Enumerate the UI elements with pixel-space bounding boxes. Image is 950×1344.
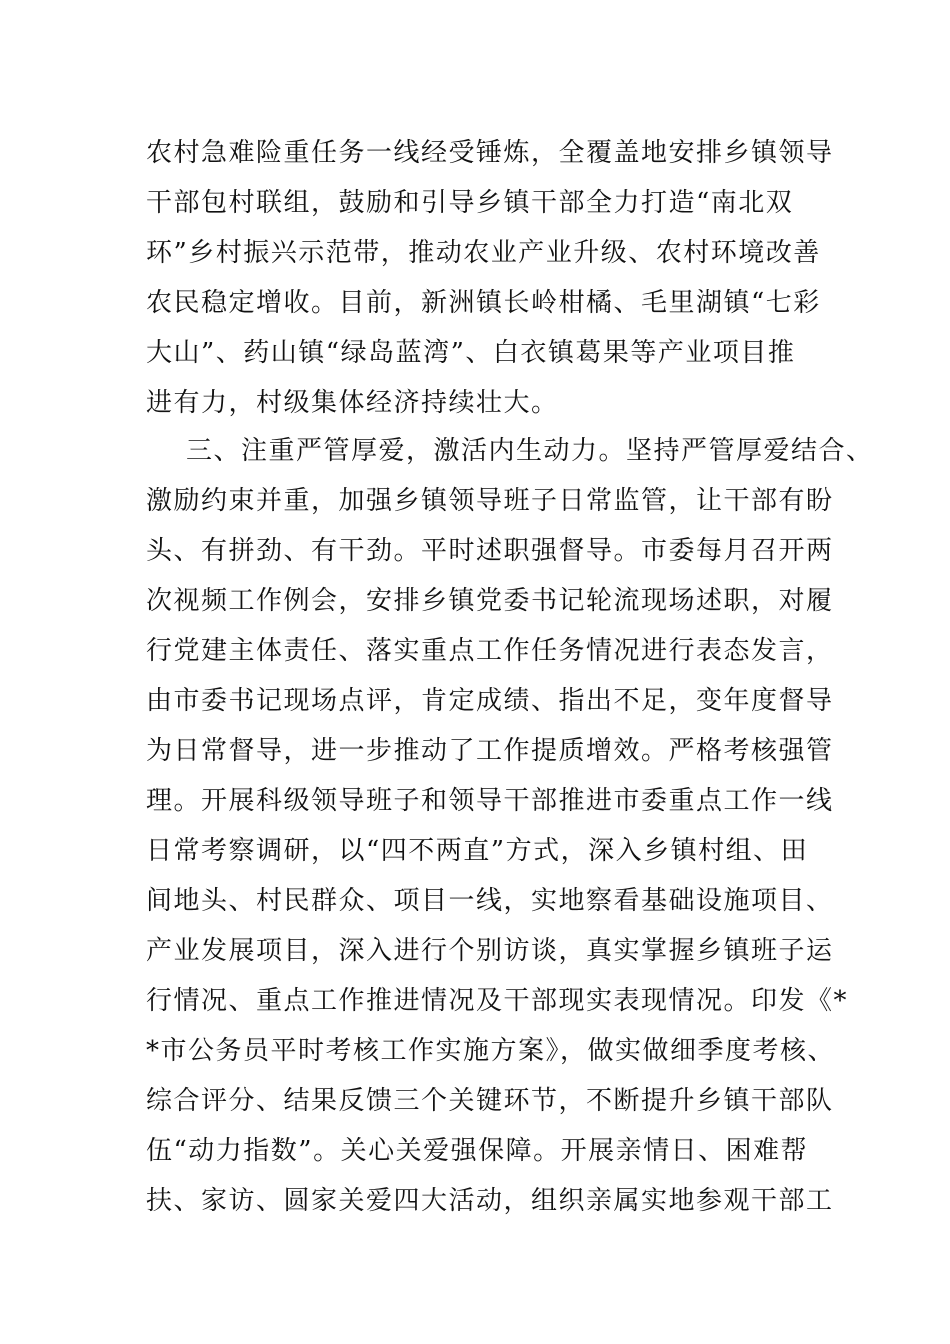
text-line: 头、有拼劲、有干劲。平时述职强督导。市委每月召开两 (146, 536, 834, 566)
text-line: 综合评分、结果反馈三个关键环节，不断提升乡镇干部队 (146, 1086, 834, 1116)
text-line: 行党建主体责任、落实重点工作任务情况进行表态发言， (146, 636, 834, 666)
text-line: 大山”、药山镇“绿岛蓝湾”、白衣镇葛果等产业项目推 (146, 338, 796, 368)
text-line: 农村急难险重任务一线经受锤炼，全覆盖地安排乡镇领导 (146, 138, 834, 168)
text-line: 为日常督导，进一步推动了工作提质增效。严格考核强管 (146, 736, 834, 766)
text-line: 间地头、村民群众、项目一线，实地察看基础设施项目、 (146, 886, 834, 916)
text-line: 产业发展项目，深入进行个别访谈，真实掌握乡镇班子运 (146, 936, 834, 966)
text-line: 干部包村联组，鼓励和引导乡镇干部全力打造“南北双 (146, 188, 794, 218)
text-line: 进有力，村级集体经济持续壮大。 (146, 388, 559, 418)
text-line: 日常考察调研，以“四不两直”方式，深入乡镇村组、田 (146, 836, 809, 866)
text-line: 由市委书记现场点评，肯定成绩、指出不足，变年度督导 (146, 686, 834, 716)
text-line: 次视频工作例会，安排乡镇党委书记轮流现场述职，对履 (146, 586, 834, 616)
section-heading-line: 三、注重严管厚爱，激活内生动力。坚持严管厚爱结合、 (186, 436, 874, 466)
text-line: 环”乡村振兴示范带，推动农业产业升级、农村环境改善 (146, 238, 821, 268)
text-line: 扶、家访、圆家关爱四大活动，组织亲属实地参观干部工 (146, 1186, 834, 1216)
text-line: *市公务员平时考核工作实施方案》，做实做细季度考核、 (146, 1036, 836, 1066)
text-line: 理。开展科级领导班子和领导干部推进市委重点工作一线 (146, 786, 834, 816)
text-line: 激励约束并重，加强乡镇领导班子日常监管，让干部有盼 (146, 486, 834, 516)
text-line: 伍“动力指数”。关心关爱强保障。开展亲情日、困难帮 (146, 1136, 809, 1166)
text-line: 行情况、重点工作推进情况及干部现实表现情况。印发《* (146, 986, 849, 1016)
text-line: 农民稳定增收。目前，新洲镇长岭柑橘、毛里湖镇“七彩 (146, 288, 821, 318)
